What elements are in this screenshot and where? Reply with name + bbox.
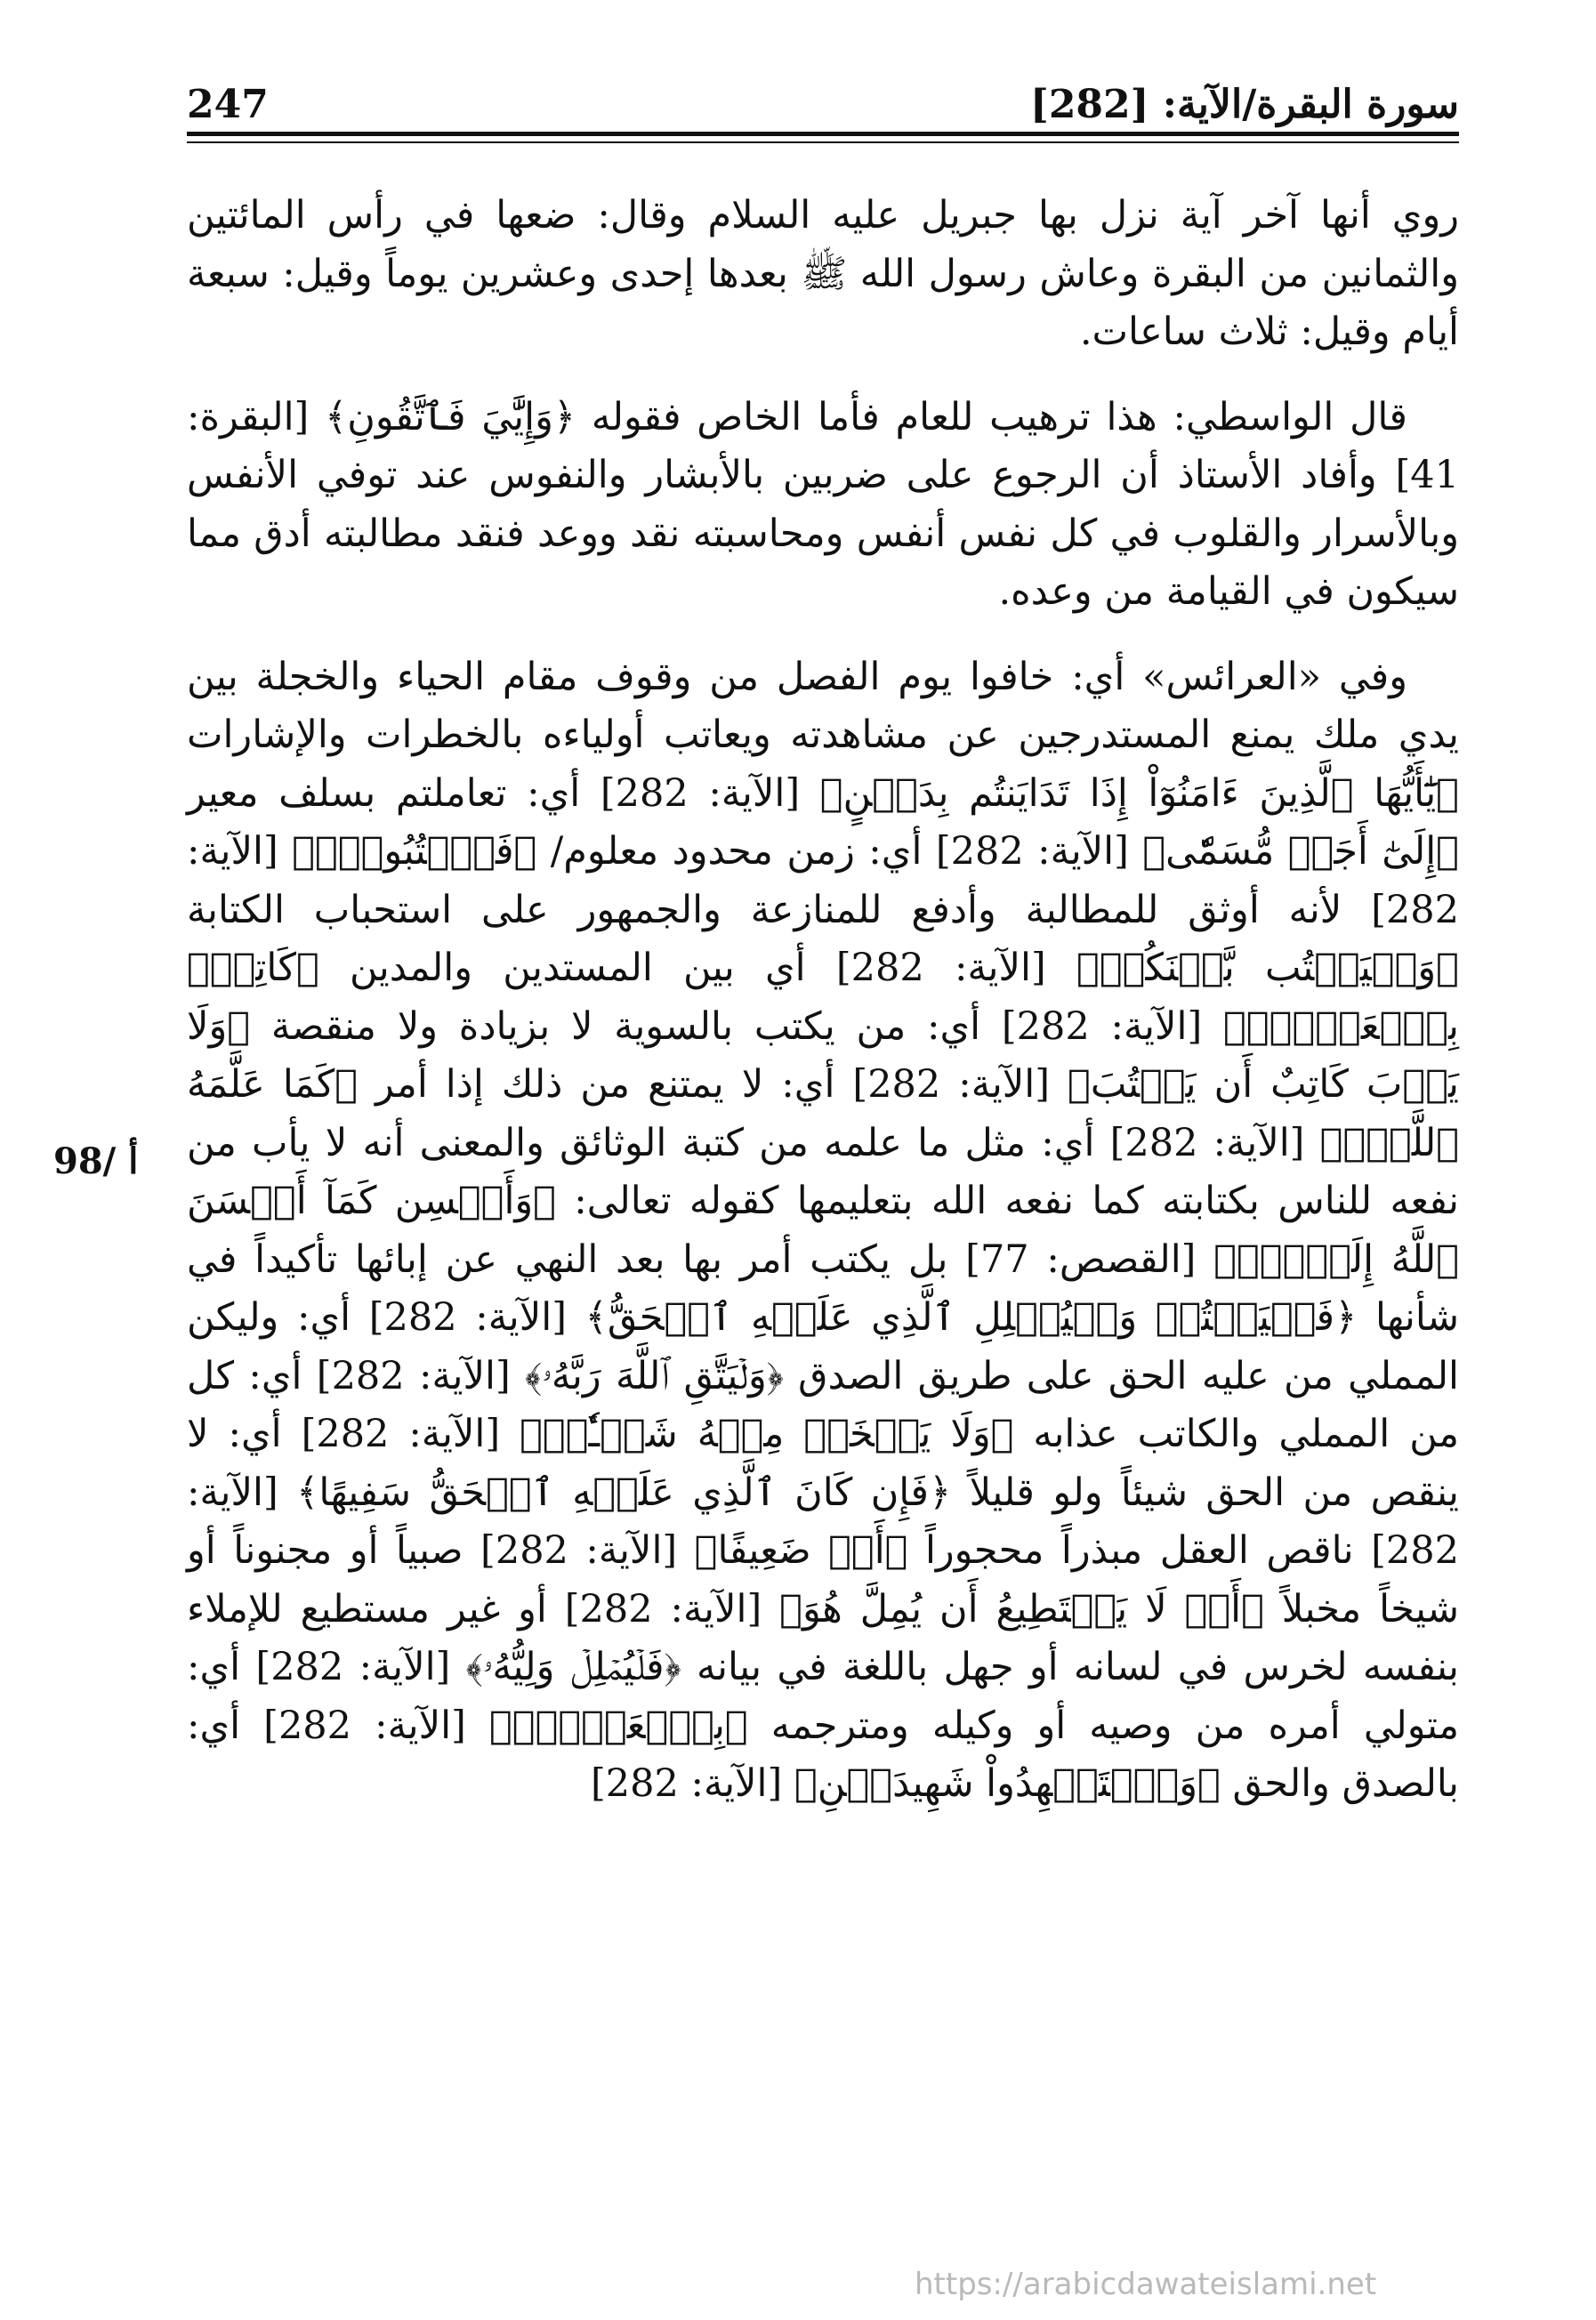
paragraph: وفي «العرائس» أي: خافوا يوم الفصل من وقوف مقام الحياء والخجلة بين يدي ملك يمنع المستدرجين عن مشاهدته ويعاتب أولياءه بالخطرات والإشارات ﴿يَٰٓأَيُّهَا ٱلَّذِينَ ءَامَنُوٓاْ إِذَا تَدَايَنتُم بِدَيۡنٍ﴾ [الآية: 282] أي: تعاملتم بسلف معير ﴿إِلَىٰٓ أَجَلٖ مُّسَمّٗى﴾ [الآية: 282] أي: زمن محدود معلوم/ ﴿فَٱكۡتُبُوهُۚ﴾ [الآية: 282] لأنه أوثق للمطالبة وأدفع للمنازعة والجمهور على استحباب الكتابة ﴿وَلۡيَكۡتُب بَّيۡنَكُمۡ﴾ [الآية: 282] أي بين المستدين والمدين ﴿كَاتِبُۢ بِٱلۡعَدۡلِۚ﴾ [الآية: 282] أي: من يكتب بالسوية لا بزيادة ولا منقصة ﴿وَلَا يَأۡبَ كَاتِبٌ أَن يَكۡتُبَ﴾ [الآية: 282] أي: لا يمتنع من ذلك إذا أمر ﴿كَمَا عَلَّمَهُ ٱللَّهُۚ﴾ [الآية: 282] أي: مثل ما علمه من كتبة الوثائق والمعنى أنه لا يأب من نفعه للناس بكتابته كما نفعه الله بتعليمها كقوله تعالى: ﴿وَأَحۡسِن كَمَآ أَحۡسَنَ ٱللَّهُ إِلَيۡكَۖ﴾ [القصص: 77] بل يكتب أمر بها بعد النهي عن إبائها تأكيداً في شأنها ﴿فَلۡيَكۡتُبۡ وَلۡيُمۡلِلِ ٱلَّذِي عَلَيۡهِ ٱلۡحَقُّ﴾ [الآية: 282] أي: وليكن المملي من عليه الحق على طريق الصدق ﴿وَلۡيَتَّقِ ٱللَّهَ رَبَّهُۥ﴾ [الآية: 282] أي: كل من المملي والكاتب عذابه ﴿وَلَا يَبۡخَسۡ مِنۡهُ شَيۡـٔٗاۚ﴾ [الآية: 282] أي: لا ينقص من الحق شيئاً ولو قليلاً ﴿فَإِن كَانَ ٱلَّذِي عَلَيۡهِ ٱلۡحَقُّ سَفِيهًا﴾ [الآية: 282] ناقص العقل مبذراً محجوراً ﴿أَوۡ ضَعِيفًا﴾ [الآية: 282] صبياً أو مجنوناً أو شيخاً مخبلاً ﴿أَوۡ لَا يَسۡتَطِيعُ أَن يُمِلَّ هُوَ﴾ [الآية: 282] أو غير مستطيع للإملاء بنفسه لخرس في لسانه أو جهل باللغة في بيانه ﴿فَلۡيُمۡلِلۡ وَلِيُّهُۥ﴾ [الآية: 282] أي: متولي أمره من وصيه أو وكيله ومترجمه ﴿بِٱلۡعَدۡلِۚ﴾ [الآية: 282] أي: بالصدق والحق ﴿وَٱسۡتَشۡهِدُواْ شَهِيدَيۡنِ﴾ [الآية: 282] <box>187 654 1460 1806</box>
margin-folio-note: 98/ أ <box>53 1140 139 1182</box>
page-number: 247 <box>187 82 269 127</box>
paragraph: قال الواسطي: هذا ترهيب للعام فأما الخاص فقوله ﴿وَإِيَّٰيَ فَٱتَّقُونِ﴾ [البقرة: 41] وأفاد الأستاذ أن الرجوع على ضربين بالأبشار والنفوس عند توفي الأنفس وبالأسرار والقلوب في كل نفس أنفس ومحاسبته نقد ووعد فنقد مطالبته أدق مما سيكون في القيامة من وعده. <box>187 394 1459 614</box>
page-header <box>187 82 1459 126</box>
header-rule-thin <box>187 141 1459 143</box>
watermark-url: https://arabicdawateislami.net <box>915 2267 1377 2302</box>
running-title: سورة البقرة/الآية: [282] <box>1029 82 1459 127</box>
page-body <box>187 187 1459 1814</box>
paragraph: روي أنها آخر آية نزل بها جبريل عليه السلام وقال: ضعها في رأس المائتين والثمانين من البقرة وعاش رسول الله ﷺ بعدها إحدى وعشرين يوماً وقيل: سبعة أيام وقيل: ثلاث ساعات. <box>187 193 1459 354</box>
header-rule-thick <box>187 132 1459 136</box>
